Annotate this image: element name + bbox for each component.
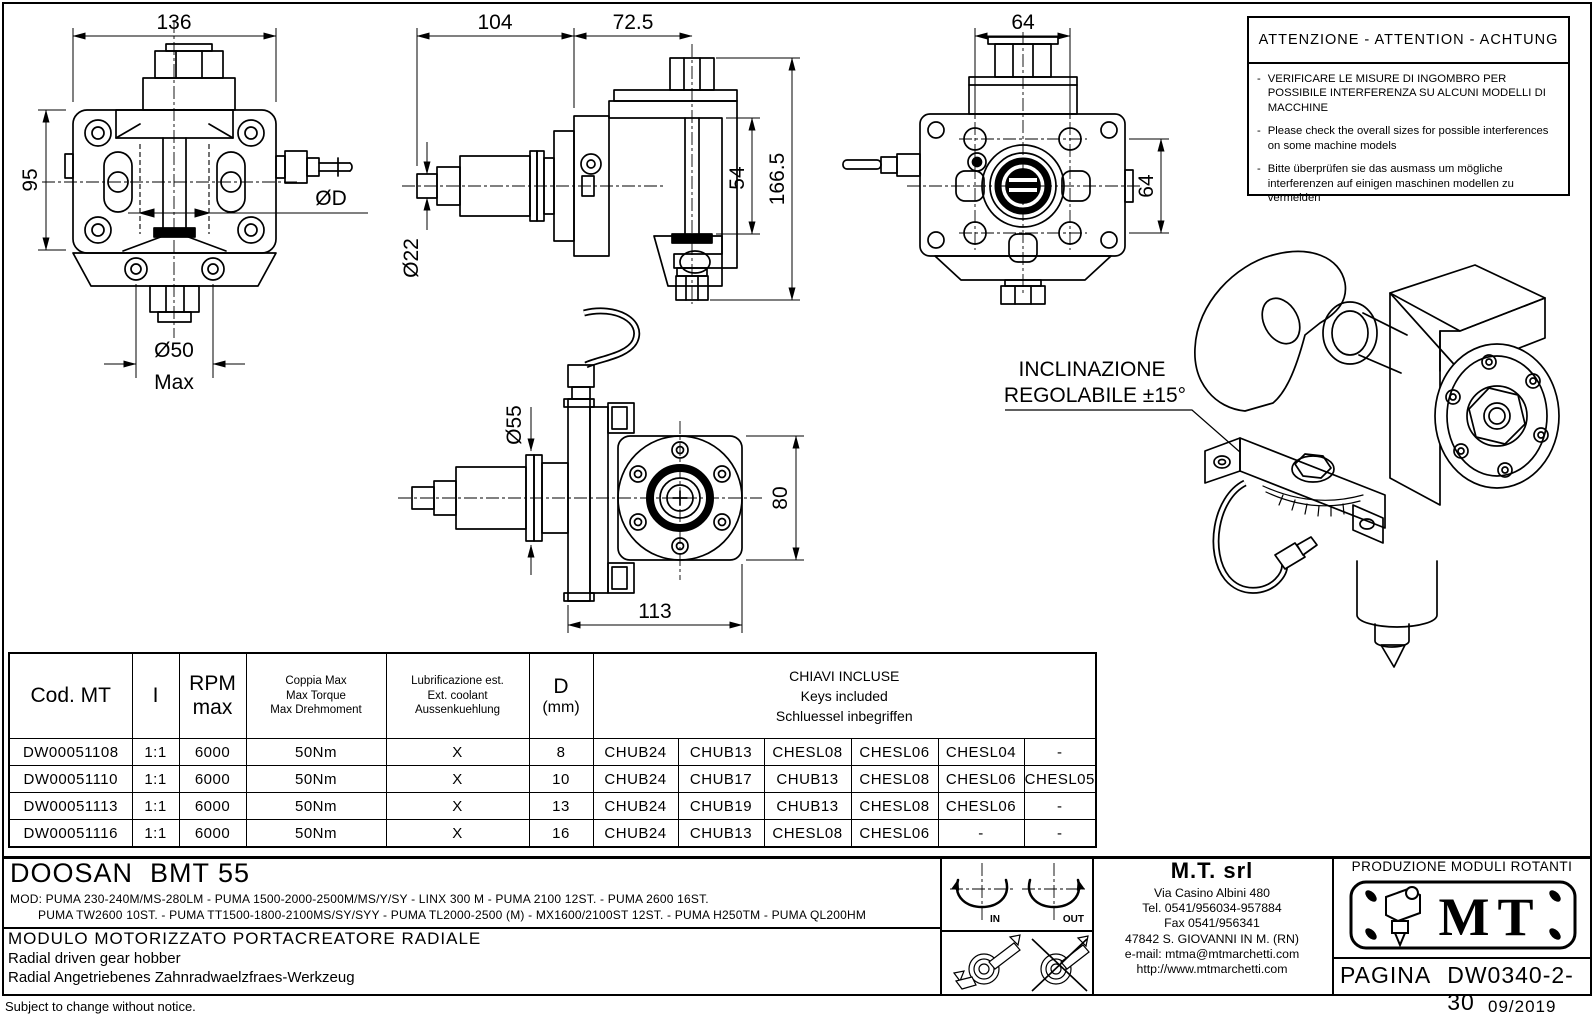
table-row (9, 739, 1096, 766)
cell-key: - (1024, 739, 1096, 766)
attention-item-it (1257, 72, 1560, 115)
header-rpm-line2: max (192, 696, 233, 719)
module-description-it: MODULO MOTORIZZATO PORTACREATORE RADIALE (8, 929, 482, 948)
divider (1332, 957, 1592, 959)
cell-key: CHUB24 (593, 739, 678, 766)
clamping-allowed-pictogram (954, 935, 1020, 989)
cell-lubrication: X (386, 793, 529, 820)
bullet-dash: - (1257, 73, 1261, 85)
cell-d: 13 (529, 793, 593, 820)
cell-cod: DW00051110 (9, 766, 132, 793)
inclination-label-line2: REGOLABILE ±15° (1003, 384, 1187, 407)
cell-key: CHESL06 (851, 820, 938, 848)
header-keys-included (593, 653, 1096, 739)
dim-64-right: 64 (1135, 174, 1158, 198)
company-fax: Fax 0541/956341 (1164, 916, 1260, 931)
company-website: http://www.mtmarchetti.com (1136, 962, 1288, 977)
clamping-pictograms (942, 933, 1090, 993)
table-header-row (9, 653, 1096, 739)
cell-ratio: 1:1 (132, 739, 179, 766)
dim-54: 54 (726, 166, 749, 190)
cell-key: CHESL04 (938, 739, 1024, 766)
company-address: Via Casino Albini 480 (1154, 886, 1270, 900)
spec-table (8, 652, 1097, 848)
divider (1332, 856, 1334, 994)
header-keys-de: Schluessel inbegriffen (775, 708, 913, 725)
dim-diameter-22: Ø22 (400, 238, 423, 278)
cell-d: 8 (529, 739, 593, 766)
header-torque-it: Coppia Max (285, 674, 347, 687)
cell-key: CHUB24 (593, 793, 678, 820)
header-torque-de: Max Drehmoment (270, 704, 362, 717)
cell-key: - (1024, 793, 1096, 820)
cell-key: CHUB19 (678, 793, 764, 820)
header-lubrication (386, 653, 529, 739)
cell-key: CHESL08 (851, 766, 938, 793)
cell-key: CHUB13 (764, 793, 851, 820)
cell-key: CHESL05 (1024, 766, 1096, 793)
header-cod-mt: Cod. MT (9, 653, 132, 739)
dim-80: 80 (769, 486, 792, 510)
cell-key: CHESL06 (938, 793, 1024, 820)
bottom-view-drawing (388, 303, 820, 643)
machine-mod-line2: PUMA TW2600 10ST. - PUMA TT1500-1800-2100MS/SY/SYY - PUMA TL2000-2500 (M) - MX1600/2100ST 12ST. - PUMA H250TM - PUMA QL200HM (38, 908, 867, 922)
cell-ratio: 1:1 (132, 766, 179, 793)
cell-key: CHESL08 (764, 820, 851, 848)
header-rpm-line1: RPM (189, 672, 236, 695)
cell-cod: DW00051108 (9, 739, 132, 766)
company-tel: Tel. 0541/956034-957884 (1142, 901, 1282, 916)
cell-rpm: 6000 (179, 766, 246, 793)
cell-lubrication: X (386, 820, 529, 848)
cell-rpm: 6000 (179, 820, 246, 848)
change-notice: Subject to change without notice. (5, 999, 196, 1014)
cell-key: - (938, 820, 1024, 848)
cell-key: - (1024, 820, 1096, 848)
module-description-en: Radial driven gear hobber (8, 950, 181, 967)
cell-d: 10 (529, 766, 593, 793)
side-view-body (417, 58, 737, 300)
cell-key: CHUB13 (678, 739, 764, 766)
module-description-de: Radial Angetriebenes Zahnradwaelzfraes-Werkzeug (8, 969, 355, 986)
attention-box (1247, 16, 1570, 205)
cell-key: CHESL06 (851, 739, 938, 766)
dim-bore-diameter: ØD (315, 187, 347, 210)
dim-height-95: 95 (19, 168, 42, 192)
attention-text-de: Bitte überprüfen sie das ausmass um mögliche interferenzen auf einigen maschinen modellen zu vermeiden (1267, 163, 1514, 205)
header-d-line1: D (553, 675, 569, 698)
front-view-body (65, 44, 352, 322)
pagina-value: DW0340-2-30 (1447, 962, 1574, 1015)
attention-title: ATTENZIONE - ATTENTION - ACHTUNG (1249, 18, 1568, 64)
cell-key: CHUB24 (593, 766, 678, 793)
in-label: IN (990, 914, 1000, 925)
cell-lubrication: X (386, 739, 529, 766)
header-ratio: I (132, 653, 179, 739)
dim-width-136: 136 (156, 11, 192, 34)
attention-text-it: VERIFICARE LE MISURE DI INGOMBRO PER POSSIBILE INTERFERENZA SU ALCUNI MODELLI DI MACCHINE (1267, 73, 1546, 114)
machine-mod-line1: MOD: PUMA 230-240M/MS-280LM - PUMA 1500-2000-2500M/MS/Y/SY - LINX 300 M - PUMA 2100 12ST. - PUMA 2600 16ST. (10, 892, 709, 906)
cell-torque: 50Nm (246, 766, 386, 793)
header-lubrication-en: Ext. coolant (427, 689, 488, 702)
revision-date: 09/2019 (1488, 997, 1557, 1016)
header-torque (246, 653, 386, 739)
header-lubrication-it: Lubrificazione est. (411, 674, 504, 687)
mt-logo (1348, 879, 1578, 951)
cell-torque: 50Nm (246, 739, 386, 766)
bullet-dash: - (1257, 163, 1261, 176)
table-row (9, 820, 1096, 848)
cell-rpm: 6000 (179, 793, 246, 820)
cell-key: CHUB17 (678, 766, 764, 793)
pagina-label: PAGINA (1340, 962, 1432, 988)
machine-model-title: DOOSAN BMT 55 (10, 858, 251, 888)
cell-lubrication: X (386, 766, 529, 793)
attention-body (1249, 64, 1568, 206)
header-torque-en: Max Torque (286, 689, 346, 702)
dim-166-5: 166.5 (766, 152, 789, 206)
bullet-dash: - (1257, 125, 1261, 138)
cell-torque: 50Nm (246, 820, 386, 848)
cell-cod: DW00051116 (9, 820, 132, 848)
out-label: OUT (1062, 914, 1084, 925)
company-name: M.T. srl (1170, 858, 1254, 883)
cell-key: CHESL06 (938, 766, 1024, 793)
logo-machine-glyph (1386, 887, 1420, 945)
cell-ratio: 1:1 (132, 820, 179, 848)
produzione-label: PRODUZIONE MODULI ROTANTI (1351, 859, 1573, 874)
dim-64-top: 64 (1011, 11, 1035, 34)
isometric-view-drawing (1145, 243, 1595, 693)
company-email: e-mail: mtma@mtmarchetti.com (1124, 946, 1300, 961)
logo-text: MT (1438, 887, 1542, 947)
dim-113: 113 (638, 600, 672, 623)
clamping-forbidden-pictogram (1032, 936, 1089, 991)
cell-key: CHESL08 (764, 739, 851, 766)
rotation-direction-symbols (942, 858, 1090, 928)
cell-d: 16 (529, 820, 593, 848)
dim-max-diameter-50: Ø50 (154, 339, 194, 362)
rear-view-body (843, 37, 1133, 304)
header-keys-en: Keys included (800, 687, 888, 704)
cell-rpm: 6000 (179, 739, 246, 766)
cell-key: CHUB13 (764, 766, 851, 793)
header-d-line2: (mm) (542, 699, 580, 716)
cell-key: CHUB24 (593, 820, 678, 848)
cell-key: CHESL08 (851, 793, 938, 820)
company-info (1094, 858, 1330, 977)
inclination-label-line1: INCLINAZIONE (1018, 358, 1166, 381)
header-lubrication-de: Aussenkuehlung (414, 704, 501, 717)
header-d-mm (529, 653, 593, 739)
company-city: 47842 S. GIOVANNI IN M. (RN) (1124, 931, 1300, 946)
dim-104: 104 (477, 11, 513, 34)
cell-key: CHUB13 (678, 820, 764, 848)
divider (940, 930, 1092, 932)
cell-ratio: 1:1 (132, 793, 179, 820)
rear-view-drawing (823, 4, 1185, 306)
front-view-drawing (19, 6, 390, 406)
table-row (9, 793, 1096, 820)
side-view-drawing (392, 6, 812, 306)
header-rpm (179, 653, 246, 739)
attention-text-en: Please check the overall sizes for possible interferences on some machine models (1267, 125, 1549, 152)
attention-item-de (1257, 162, 1560, 205)
bottom-view-body (412, 365, 742, 601)
attention-item-en (1257, 124, 1560, 153)
table-row (9, 766, 1096, 793)
cell-torque: 50Nm (246, 793, 386, 820)
header-keys-it: CHIAVI INCLUSE (789, 667, 900, 684)
dim-max-label: Max (154, 371, 194, 394)
cell-cod: DW00051113 (9, 793, 132, 820)
dim-diameter-55: Ø55 (503, 405, 526, 445)
dim-72-5: 72.5 (612, 11, 654, 34)
